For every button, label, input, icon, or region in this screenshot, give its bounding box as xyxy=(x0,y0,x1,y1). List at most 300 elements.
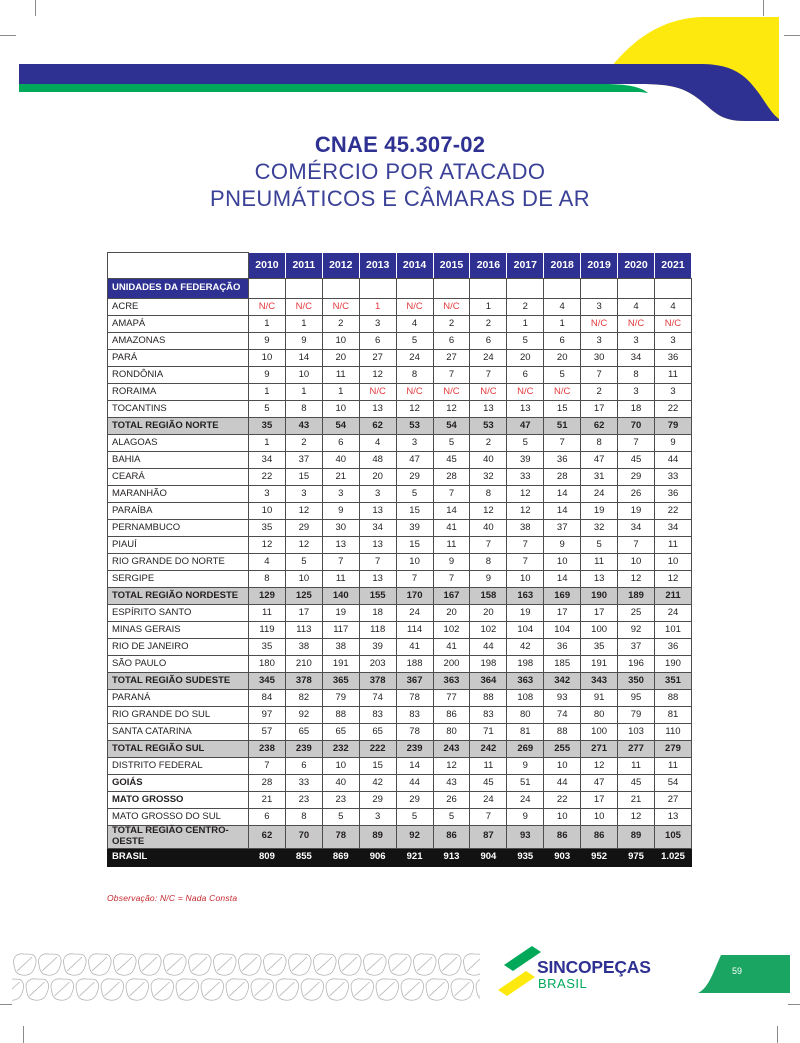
value-cell: 3 xyxy=(285,486,322,503)
year-header: 2019 xyxy=(581,253,618,279)
value-cell: 17 xyxy=(544,605,581,622)
value-cell: N/C xyxy=(396,299,433,316)
row-label: TOTAL REGIÃO NORDESTE xyxy=(108,588,249,605)
value-cell: 343 xyxy=(581,673,618,690)
value-cell: 921 xyxy=(396,848,433,866)
value-cell: 1 xyxy=(249,316,286,333)
value-cell: 196 xyxy=(618,656,655,673)
value-cell: 8 xyxy=(581,435,618,452)
value-cell: 15 xyxy=(544,401,581,418)
empty-cell xyxy=(285,279,322,299)
value-cell: 271 xyxy=(581,741,618,758)
empty-cell xyxy=(396,279,433,299)
value-cell: 5 xyxy=(322,809,359,826)
value-cell: 27 xyxy=(654,792,691,809)
row-label: MARANHÃO xyxy=(108,486,249,503)
table-row xyxy=(108,520,692,537)
row-label: RORAIMA xyxy=(108,384,249,401)
value-cell: 29 xyxy=(396,469,433,486)
corner-cell xyxy=(108,253,249,279)
value-cell: 5 xyxy=(396,809,433,826)
value-cell: 14 xyxy=(544,571,581,588)
value-cell: 103 xyxy=(618,724,655,741)
value-cell: 34 xyxy=(654,520,691,537)
value-cell: 119 xyxy=(249,622,286,639)
value-cell: 74 xyxy=(544,707,581,724)
value-cell: 5 xyxy=(433,809,470,826)
value-cell: N/C xyxy=(544,384,581,401)
value-cell: N/C xyxy=(396,384,433,401)
value-cell: 29 xyxy=(285,520,322,537)
value-cell: 17 xyxy=(581,605,618,622)
value-cell: 18 xyxy=(359,605,396,622)
value-cell: 21 xyxy=(249,792,286,809)
value-cell: 10 xyxy=(285,367,322,384)
table-wrap xyxy=(107,252,692,867)
value-cell: 8 xyxy=(285,809,322,826)
value-cell: 20 xyxy=(507,350,544,367)
value-cell: 88 xyxy=(322,707,359,724)
value-cell: 25 xyxy=(618,605,655,622)
value-cell: 7 xyxy=(433,486,470,503)
row-label: SANTA CATARINA xyxy=(108,724,249,741)
value-cell: 855 xyxy=(285,848,322,866)
value-cell: 200 xyxy=(433,656,470,673)
value-cell: 12 xyxy=(433,758,470,775)
value-cell: 40 xyxy=(470,520,507,537)
value-cell: 35 xyxy=(581,639,618,656)
value-cell: N/C xyxy=(581,316,618,333)
row-label: TOTAL REGIÃO SUL xyxy=(108,741,249,758)
value-cell: 12 xyxy=(618,809,655,826)
value-cell: 28 xyxy=(249,775,286,792)
value-cell: 45 xyxy=(470,775,507,792)
value-cell: 4 xyxy=(618,299,655,316)
federation-header-cell: UNIDADES DA FEDERAÇÃO xyxy=(108,279,249,299)
value-cell: 1 xyxy=(249,435,286,452)
year-header: 2013 xyxy=(359,253,396,279)
value-cell: 9 xyxy=(507,809,544,826)
value-cell: 904 xyxy=(470,848,507,866)
table-row xyxy=(108,673,692,690)
value-cell: 40 xyxy=(322,775,359,792)
year-header: 2016 xyxy=(470,253,507,279)
value-cell: 20 xyxy=(359,469,396,486)
value-cell: 12 xyxy=(507,486,544,503)
table-row xyxy=(108,554,692,571)
value-cell: 4 xyxy=(359,435,396,452)
value-cell: 367 xyxy=(396,673,433,690)
value-cell: 169 xyxy=(544,588,581,605)
empty-cell xyxy=(433,279,470,299)
value-cell: 88 xyxy=(544,724,581,741)
table-row xyxy=(108,605,692,622)
chain-pattern xyxy=(12,951,480,1005)
value-cell: N/C xyxy=(433,384,470,401)
table-row xyxy=(108,775,692,792)
value-cell: 13 xyxy=(359,503,396,520)
note: Observação: N/C = Nada Consta xyxy=(107,893,238,903)
value-cell: 54 xyxy=(322,418,359,435)
value-cell: 24 xyxy=(470,350,507,367)
table-row xyxy=(108,401,692,418)
value-cell: 7 xyxy=(433,367,470,384)
value-cell: 2 xyxy=(433,316,470,333)
value-cell: 19 xyxy=(507,605,544,622)
value-cell: 222 xyxy=(359,741,396,758)
empty-cell xyxy=(581,279,618,299)
title-block xyxy=(0,131,800,212)
value-cell: 1.025 xyxy=(654,848,691,866)
value-cell: 8 xyxy=(470,554,507,571)
value-cell: 45 xyxy=(433,452,470,469)
value-cell: N/C xyxy=(433,299,470,316)
value-cell: 345 xyxy=(249,673,286,690)
value-cell: 86 xyxy=(433,707,470,724)
value-cell: 10 xyxy=(618,554,655,571)
value-cell: 6 xyxy=(433,333,470,350)
value-cell: 1 xyxy=(285,316,322,333)
value-cell: 44 xyxy=(654,452,691,469)
value-cell: 3 xyxy=(618,333,655,350)
value-cell: 5 xyxy=(544,367,581,384)
value-cell: 82 xyxy=(285,690,322,707)
table-row xyxy=(108,741,692,758)
value-cell: 41 xyxy=(396,639,433,656)
value-cell: 36 xyxy=(654,639,691,656)
value-cell: 7 xyxy=(618,435,655,452)
value-cell: 30 xyxy=(581,350,618,367)
value-cell: 24 xyxy=(470,792,507,809)
value-cell: 51 xyxy=(507,775,544,792)
value-cell: 102 xyxy=(470,622,507,639)
empty-cell xyxy=(618,279,655,299)
empty-cell xyxy=(249,279,286,299)
table-row xyxy=(108,622,692,639)
value-cell: 110 xyxy=(654,724,691,741)
value-cell: 3 xyxy=(359,809,396,826)
federation-label-row xyxy=(108,279,692,299)
value-cell: 1 xyxy=(544,316,581,333)
value-cell: 7 xyxy=(249,758,286,775)
empty-cell xyxy=(654,279,691,299)
value-cell: 13 xyxy=(507,401,544,418)
value-cell: 1 xyxy=(249,384,286,401)
value-cell: 8 xyxy=(396,367,433,384)
value-cell: 277 xyxy=(618,741,655,758)
value-cell: 21 xyxy=(618,792,655,809)
value-cell: 36 xyxy=(654,486,691,503)
row-label: PERNAMBUCO xyxy=(108,520,249,537)
year-header: 2015 xyxy=(433,253,470,279)
subtitle-line2: PNEUMÁTICOS E CÂMARAS DE AR xyxy=(210,186,590,211)
value-cell: 13 xyxy=(359,401,396,418)
value-cell: 14 xyxy=(285,350,322,367)
value-cell: 180 xyxy=(249,656,286,673)
value-cell: 3 xyxy=(359,316,396,333)
value-cell: 7 xyxy=(507,554,544,571)
value-cell: N/C xyxy=(470,384,507,401)
row-label: ALAGOAS xyxy=(108,435,249,452)
row-label: CEARÁ xyxy=(108,469,249,486)
row-label: PARAÍBA xyxy=(108,503,249,520)
value-cell: 9 xyxy=(544,537,581,554)
value-cell: 44 xyxy=(470,639,507,656)
value-cell: 45 xyxy=(618,775,655,792)
empty-cell xyxy=(322,279,359,299)
value-cell: 102 xyxy=(433,622,470,639)
value-cell: 11 xyxy=(249,605,286,622)
value-cell: 33 xyxy=(654,469,691,486)
value-cell: 15 xyxy=(396,537,433,554)
value-cell: 158 xyxy=(470,588,507,605)
value-cell: 30 xyxy=(322,520,359,537)
row-label: RIO DE JANEIRO xyxy=(108,639,249,656)
value-cell: 9 xyxy=(285,333,322,350)
badge-shape xyxy=(698,954,790,995)
value-cell: 27 xyxy=(359,350,396,367)
value-cell: 104 xyxy=(507,622,544,639)
logo-subtext: BRASIL xyxy=(538,976,588,991)
value-cell: 118 xyxy=(359,622,396,639)
value-cell: 35 xyxy=(249,520,286,537)
value-cell: 3 xyxy=(654,333,691,350)
value-cell: 11 xyxy=(322,367,359,384)
year-header: 2012 xyxy=(322,253,359,279)
value-cell: 10 xyxy=(249,350,286,367)
value-cell: 7 xyxy=(470,367,507,384)
row-label: MATO GROSSO DO SUL xyxy=(108,809,249,826)
year-header-row xyxy=(108,253,692,279)
value-cell: 39 xyxy=(359,639,396,656)
value-cell: 54 xyxy=(433,418,470,435)
row-label: MINAS GERAIS xyxy=(108,622,249,639)
value-cell: 40 xyxy=(322,452,359,469)
value-cell: 31 xyxy=(581,469,618,486)
value-cell: 21 xyxy=(322,469,359,486)
subtitle-line1: COMÉRCIO POR ATACADO xyxy=(254,159,546,184)
value-cell: 26 xyxy=(618,486,655,503)
value-cell: 2 xyxy=(507,299,544,316)
value-cell: 903 xyxy=(544,848,581,866)
value-cell: 37 xyxy=(544,520,581,537)
value-cell: 15 xyxy=(285,469,322,486)
value-cell: 906 xyxy=(359,848,396,866)
value-cell: 20 xyxy=(322,350,359,367)
table-row xyxy=(108,503,692,520)
value-cell: 210 xyxy=(285,656,322,673)
value-cell: 28 xyxy=(433,469,470,486)
year-header: 2018 xyxy=(544,253,581,279)
table-row xyxy=(108,588,692,605)
value-cell: 39 xyxy=(396,520,433,537)
table-row xyxy=(108,639,692,656)
value-cell: 198 xyxy=(507,656,544,673)
value-cell: 10 xyxy=(322,758,359,775)
value-cell: 12 xyxy=(285,503,322,520)
value-cell: 51 xyxy=(544,418,581,435)
value-cell: 935 xyxy=(507,848,544,866)
year-header: 2021 xyxy=(654,253,691,279)
value-cell: 5 xyxy=(433,435,470,452)
value-cell: 11 xyxy=(581,554,618,571)
value-cell: 37 xyxy=(285,452,322,469)
year-header: 2011 xyxy=(285,253,322,279)
value-cell: 232 xyxy=(322,741,359,758)
table-row xyxy=(108,758,692,775)
value-cell: 81 xyxy=(507,724,544,741)
value-cell: 342 xyxy=(544,673,581,690)
value-cell: 100 xyxy=(581,724,618,741)
value-cell: 6 xyxy=(470,333,507,350)
value-cell: 9 xyxy=(249,333,286,350)
empty-cell xyxy=(544,279,581,299)
value-cell: 13 xyxy=(359,571,396,588)
value-cell: 19 xyxy=(618,503,655,520)
value-cell: 140 xyxy=(322,588,359,605)
value-cell: 23 xyxy=(285,792,322,809)
value-cell: 279 xyxy=(654,741,691,758)
value-cell: 41 xyxy=(433,639,470,656)
row-label: TOTAL REGIÃO NORTE xyxy=(108,418,249,435)
value-cell: 10 xyxy=(322,401,359,418)
value-cell: 62 xyxy=(249,826,286,849)
value-cell: 79 xyxy=(618,707,655,724)
table-row xyxy=(108,826,692,849)
value-cell: 22 xyxy=(249,469,286,486)
year-header: 2017 xyxy=(507,253,544,279)
value-cell: 5 xyxy=(396,486,433,503)
value-cell: 24 xyxy=(507,792,544,809)
value-cell: 38 xyxy=(507,520,544,537)
row-label: TOTAL REGIÃO CENTRO-OESTE xyxy=(108,826,249,849)
value-cell: N/C xyxy=(285,299,322,316)
value-cell: 87 xyxy=(470,826,507,849)
table-row xyxy=(108,469,692,486)
brand-ribbon xyxy=(0,0,800,140)
value-cell: 9 xyxy=(654,435,691,452)
page-number: 59 xyxy=(732,966,743,976)
year-header: 2020 xyxy=(618,253,655,279)
value-cell: 9 xyxy=(322,503,359,520)
value-cell: 34 xyxy=(618,520,655,537)
value-cell: 170 xyxy=(396,588,433,605)
value-cell: 378 xyxy=(359,673,396,690)
value-cell: 7 xyxy=(507,537,544,554)
value-cell: 42 xyxy=(359,775,396,792)
value-cell: 12 xyxy=(249,537,286,554)
value-cell: 11 xyxy=(654,758,691,775)
value-cell: 95 xyxy=(618,690,655,707)
value-cell: 89 xyxy=(618,826,655,849)
value-cell: 5 xyxy=(396,333,433,350)
value-cell: 29 xyxy=(618,469,655,486)
value-cell: 13 xyxy=(470,401,507,418)
value-cell: 9 xyxy=(507,758,544,775)
value-cell: 3 xyxy=(322,486,359,503)
value-cell: 36 xyxy=(544,452,581,469)
value-cell: 2 xyxy=(322,316,359,333)
value-cell: 10 xyxy=(544,554,581,571)
value-cell: 26 xyxy=(433,792,470,809)
value-cell: 7 xyxy=(433,571,470,588)
value-cell: 8 xyxy=(470,486,507,503)
value-cell: 71 xyxy=(470,724,507,741)
page-number-badge xyxy=(698,954,790,995)
value-cell: 378 xyxy=(285,673,322,690)
value-cell: 53 xyxy=(470,418,507,435)
value-cell: 7 xyxy=(396,571,433,588)
value-cell: 11 xyxy=(322,571,359,588)
value-cell: 913 xyxy=(433,848,470,866)
value-cell: 13 xyxy=(322,537,359,554)
value-cell: 23 xyxy=(322,792,359,809)
value-cell: 9 xyxy=(433,554,470,571)
value-cell: 86 xyxy=(544,826,581,849)
value-cell: 24 xyxy=(581,486,618,503)
value-cell: 6 xyxy=(507,367,544,384)
value-cell: 129 xyxy=(249,588,286,605)
value-cell: 27 xyxy=(433,350,470,367)
value-cell: 1 xyxy=(507,316,544,333)
value-cell: 15 xyxy=(359,758,396,775)
value-cell: 11 xyxy=(654,367,691,384)
value-cell: 14 xyxy=(396,758,433,775)
value-cell: 78 xyxy=(322,826,359,849)
row-label: DISTRITO FEDERAL xyxy=(108,758,249,775)
value-cell: 10 xyxy=(654,554,691,571)
value-cell: 3 xyxy=(396,435,433,452)
value-cell: 12 xyxy=(654,571,691,588)
value-cell: 24 xyxy=(396,605,433,622)
value-cell: 113 xyxy=(285,622,322,639)
value-cell: 86 xyxy=(581,826,618,849)
value-cell: 19 xyxy=(322,605,359,622)
value-cell: 62 xyxy=(581,418,618,435)
value-cell: 36 xyxy=(654,350,691,367)
row-label: GOIÁS xyxy=(108,775,249,792)
row-label: BRASIL xyxy=(108,848,249,866)
table-row xyxy=(108,690,692,707)
value-cell: 44 xyxy=(544,775,581,792)
value-cell: 14 xyxy=(544,486,581,503)
value-cell: 364 xyxy=(470,673,507,690)
value-cell: 17 xyxy=(581,401,618,418)
value-cell: 83 xyxy=(396,707,433,724)
value-cell: 9 xyxy=(470,571,507,588)
value-cell: 37 xyxy=(618,639,655,656)
value-cell: 47 xyxy=(581,452,618,469)
row-label: AMAZONAS xyxy=(108,333,249,350)
value-cell: 108 xyxy=(507,690,544,707)
value-cell: 34 xyxy=(249,452,286,469)
value-cell: 10 xyxy=(544,809,581,826)
value-cell: 1 xyxy=(359,299,396,316)
value-cell: 975 xyxy=(618,848,655,866)
value-cell: 10 xyxy=(249,503,286,520)
value-cell: 10 xyxy=(507,571,544,588)
value-cell: 2 xyxy=(581,384,618,401)
value-cell: 91 xyxy=(581,690,618,707)
row-label: RIO GRANDE DO NORTE xyxy=(108,554,249,571)
row-label: TOCANTINS xyxy=(108,401,249,418)
value-cell: 100 xyxy=(581,622,618,639)
table-row xyxy=(108,350,692,367)
value-cell: 6 xyxy=(285,758,322,775)
value-cell: 12 xyxy=(581,758,618,775)
value-cell: 203 xyxy=(359,656,396,673)
value-cell: 4 xyxy=(249,554,286,571)
